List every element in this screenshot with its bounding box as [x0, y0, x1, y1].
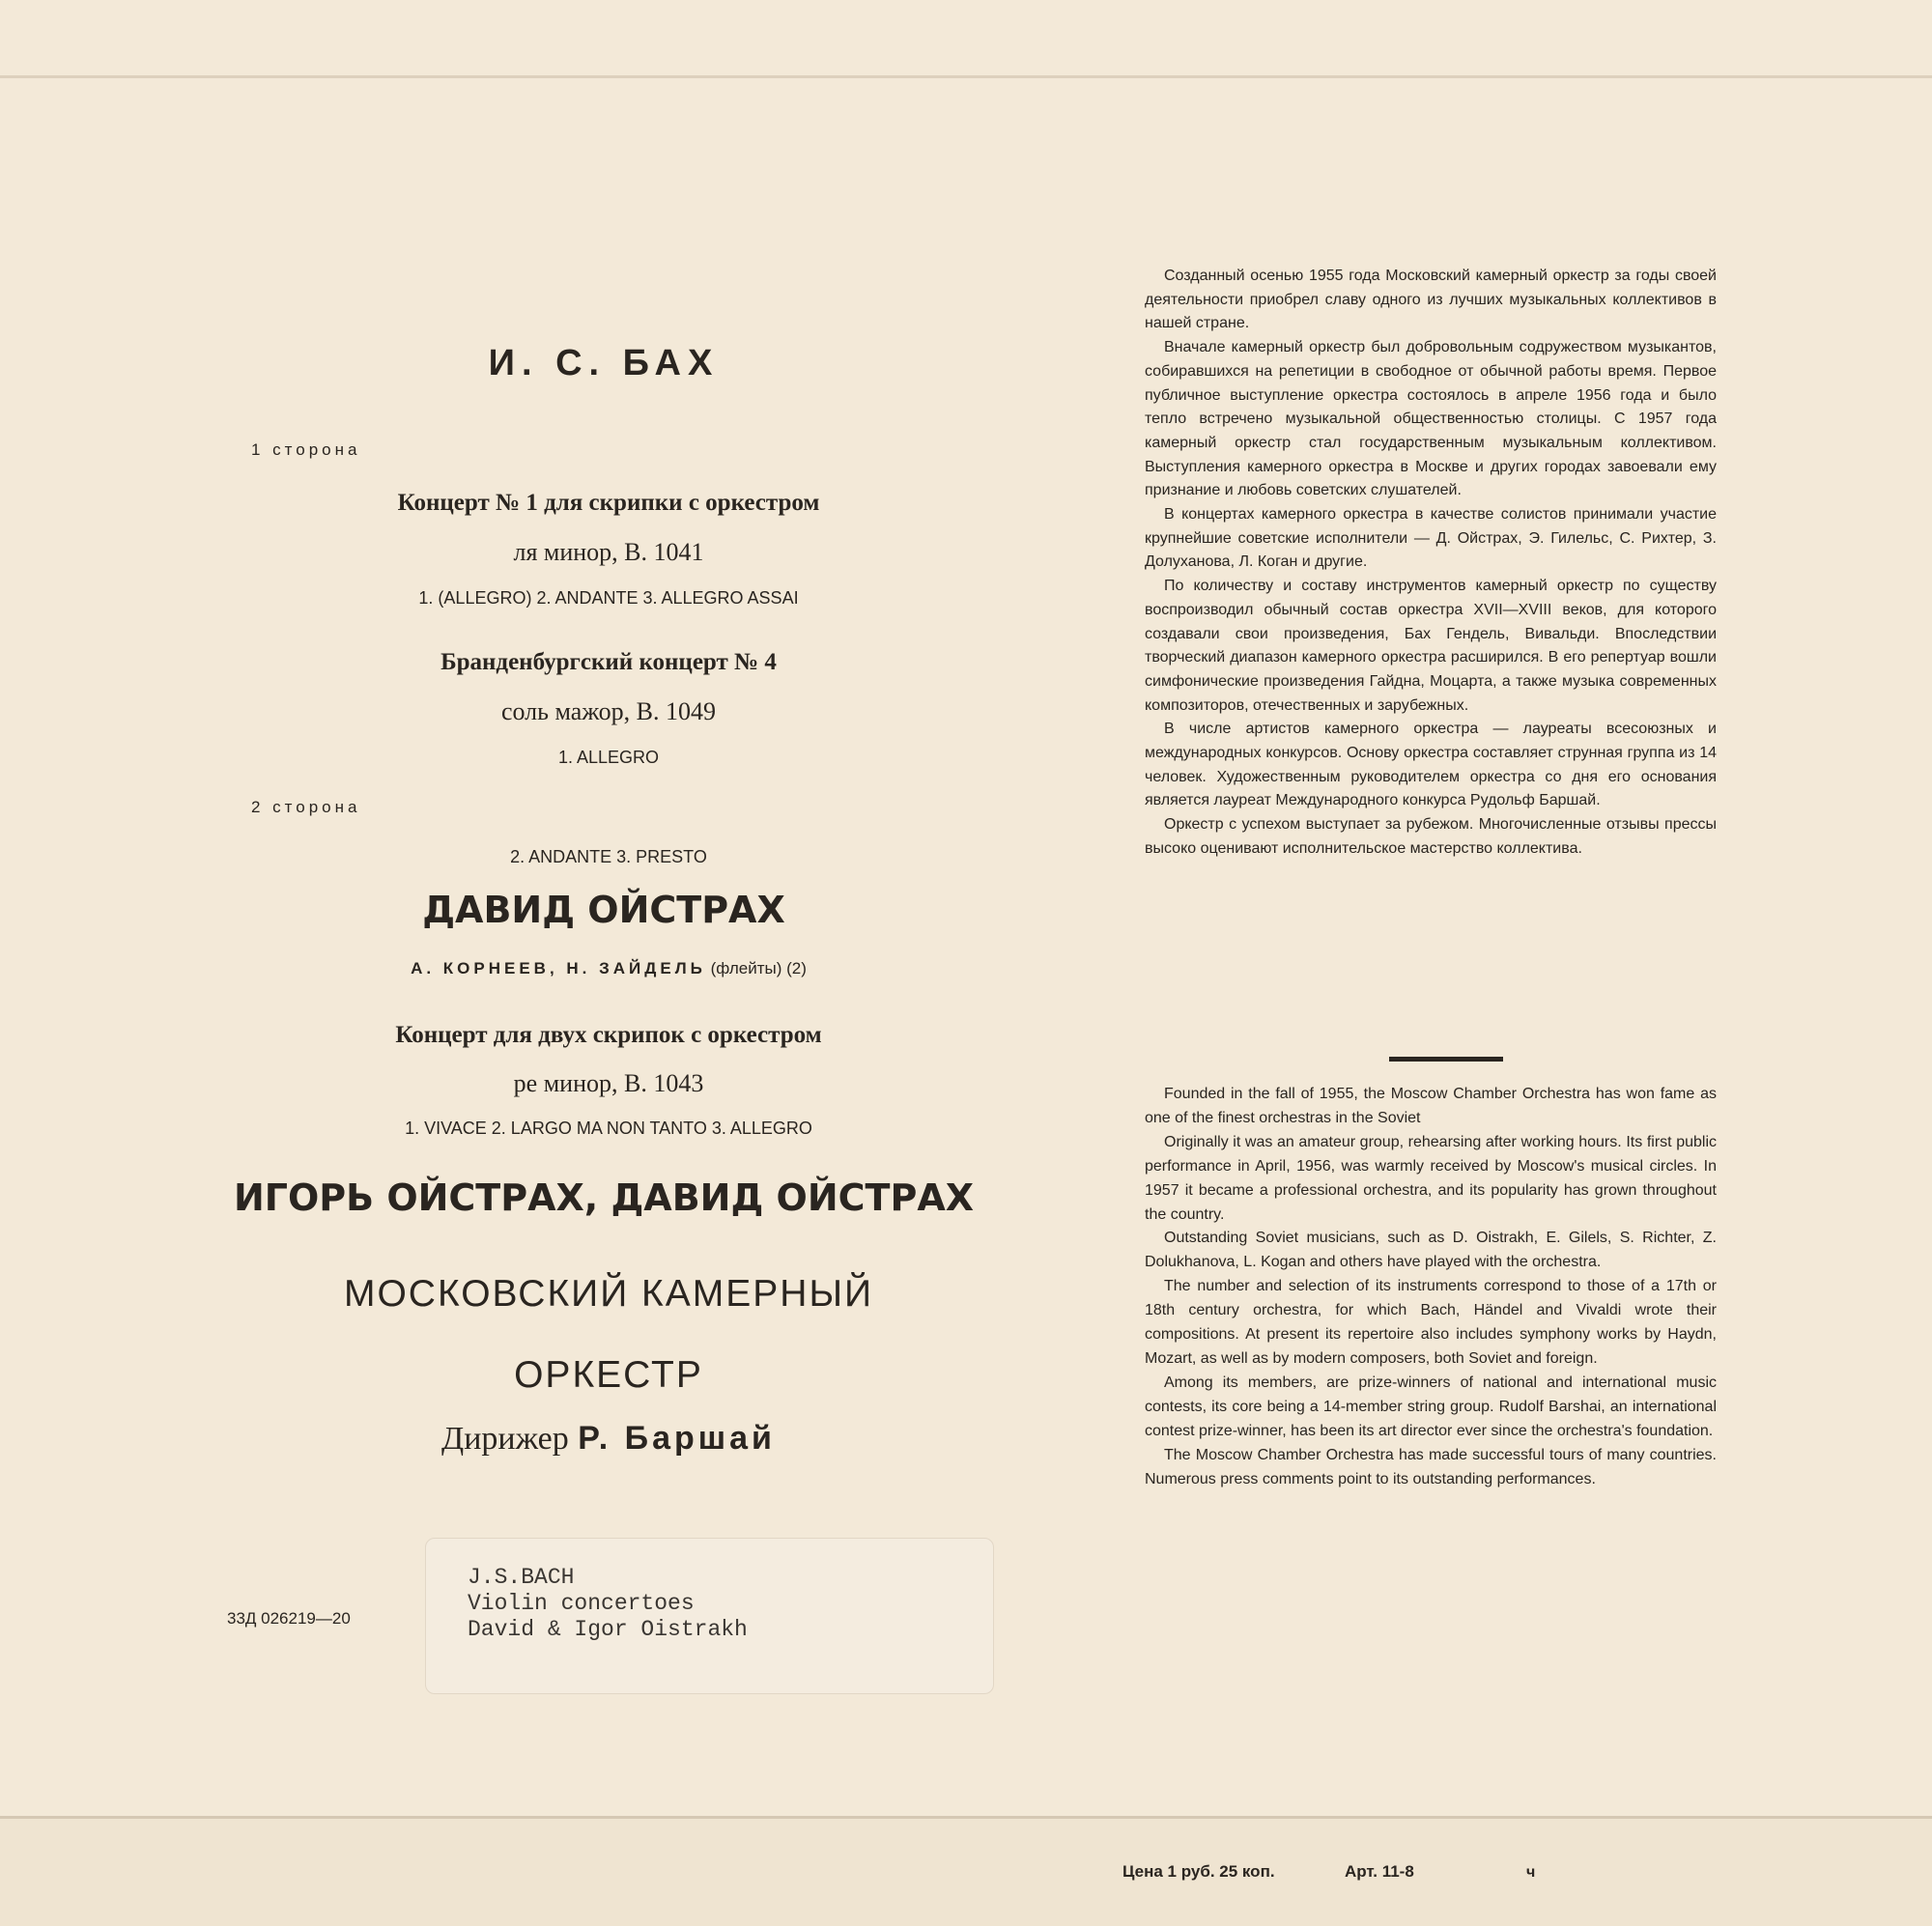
ru-paragraph: Вначале камерный оркестр был добровольным содружеством музыкантов, собиравшихся на репетиции в свободное от обычной работы время. Первое публичное выступление оркестра состоялось в апреле 1956 года и было тепло встречено музыкальной общественностью столицы. С 1957 года камерный оркестр стал государственным музыкальным коллективом. Выступления камерного оркестра в Москве и других городах завоевали ему признание и любовь советских слушателей.	[1145, 339, 1717, 499]
flutists-note: (флейты) (2)	[710, 959, 807, 977]
english-liner-notes	[1145, 1083, 1717, 1491]
work3-movements: 1. VIVACE 2. LARGO MA NON TANTO 3. ALLEGRO	[405, 1119, 812, 1138]
ru-paragraph: В числе артистов камерного оркестра — лауреаты всесоюзных и международных конкурсов. Основу оркестра составляет струнная группа из 14 человек. Художественным руководителем оркестра со дня его основания является лауреат Международного конкурса Рудольф Баршай.	[1145, 721, 1717, 809]
work2-movements-side1: 1. ALLEGRO	[557, 748, 660, 767]
side-1-label: 1 сторона	[251, 440, 361, 459]
ru-paragraph: По количеству и составу инструментов камерный оркестр по существу воспроизводил обычный состав оркестра XVII—XVIII веков, для которого создавали свои произведения, Бах Гендель, Вивальди. Впоследствии творческий диапазон камерного оркестра расширился. В его репертуар вошли симфонические произведения Гайдна, Моцарта, а также музыка современных композиторов, отечественных и зарубежных.	[1145, 578, 1717, 714]
bottom-flap	[0, 1819, 1932, 1926]
conductor-name: Р. Баршай	[578, 1420, 776, 1457]
top-fold-line	[0, 75, 1932, 78]
work3-title: Концерт для двух скрипок с оркестром	[395, 1022, 822, 1048]
orchestra-line-2: ОРКЕСТР	[514, 1354, 703, 1396]
work2-title: Бранденбургский концерт № 4	[440, 649, 777, 675]
conductor-line	[270, 1420, 947, 1458]
ru-paragraph: Созданный осенью 1955 года Московский камерный оркестр за годы своей деятельности приобрел славу одного из лучших музыкальных коллективов в нашей стране.	[1145, 268, 1717, 332]
article-number: Арт. 11-8	[1345, 1862, 1414, 1881]
work1-movements: 1. (ALLEGRO) 2. ANDANTE 3. ALLEGRO ASSAI	[418, 588, 799, 608]
sticker-line: David & Igor Oistrakh	[468, 1617, 748, 1642]
conductor-label: Дирижер	[441, 1421, 569, 1457]
orchestra-line-1: МОСКОВСКИЙ КАМЕРНЫЙ	[343, 1273, 874, 1315]
work1-title: Концерт № 1 для скрипки с оркестром	[397, 490, 820, 516]
flutists-names: А. КОРНЕЕВ, Н. ЗАЙДЕЛЬ	[411, 959, 706, 977]
en-paragraph: Founded in the fall of 1955, the Moscow Chamber Orchestra has won fame as one of the finest orchestras in the Soviet	[1145, 1086, 1717, 1126]
work3-key: ре минор, В. 1043	[513, 1069, 704, 1097]
ru-paragraph: В концертах камерного оркестра в качестве солистов принимали участие крупнейшие советские исполнители — Д. Ойстрах, Э. Гилельс, С. Рихтер, З. Долуханова, Л. Коган и другие.	[1145, 506, 1717, 571]
en-paragraph: Originally it was an amateur group, rehearsing after working hours. Its first public performance in April, 1956, was warmly received by Moscow's musical circles. In 1957 it became a professional orchestra, and its popularity has grown throughout the country.	[1145, 1133, 1717, 1223]
sticker-line: J.S.BACH	[468, 1565, 575, 1590]
en-paragraph: Outstanding Soviet musicians, such as D. Oistrakh, E. Gilels, S. Richter, Z. Dolukhanova, L. Kogan and others have played with the orchestra.	[1145, 1230, 1717, 1271]
en-paragraph: The number and selection of its instruments correspond to those of a 17th or 18th century orchestra, for which Bach, Händel and Vivaldi wrote their compositions. At present its repertoire also includes symphony works by Haydn, Mozart, as well as by modern composers, both Soviet and foreign.	[1145, 1278, 1717, 1367]
price: Цена 1 руб. 25 коп.	[1122, 1862, 1275, 1881]
flutists-line	[270, 959, 947, 978]
sticker-text	[468, 1565, 748, 1643]
print-mark: ч	[1526, 1864, 1536, 1881]
work2-movements-side2: 2. ANDANTE 3. PRESTO	[510, 847, 707, 866]
en-paragraph: Among its members, are prize-winners of national and international music contests, its core being a 14-member string group. Rudolf Barshai, an international contest prize-winner, has been its art director ever since the orchestra's foundation.	[1145, 1374, 1717, 1439]
soloist-david-oistrakh: ДАВИД ОЙСТРАХ	[422, 889, 785, 931]
sticker-line: Violin concertoes	[468, 1591, 695, 1616]
work2-key: соль мажор, В. 1049	[500, 697, 716, 725]
russian-liner-notes	[1145, 265, 1717, 862]
work1-key: ля минор, В. 1041	[513, 538, 704, 566]
soloists-igor-david-oistrakh: ИГОРЬ ОЙСТРАХ, ДАВИД ОЙСТРАХ	[233, 1176, 975, 1219]
section-divider	[1389, 1057, 1503, 1062]
composer-title: И. С. БАХ	[488, 343, 720, 383]
ru-paragraph: Оркестр с успехом выступает за рубежом. Многочисленные отзывы прессы высоко оценивают исполнительское мастерство коллектива.	[1145, 816, 1717, 857]
catalog-number: 33Д 026219—20	[227, 1609, 351, 1628]
side-2-label: 2 сторона	[251, 798, 361, 816]
en-paragraph: The Moscow Chamber Orchestra has made successful tours of many countries. Numerous press comments point to its outstanding performances.	[1145, 1446, 1717, 1487]
